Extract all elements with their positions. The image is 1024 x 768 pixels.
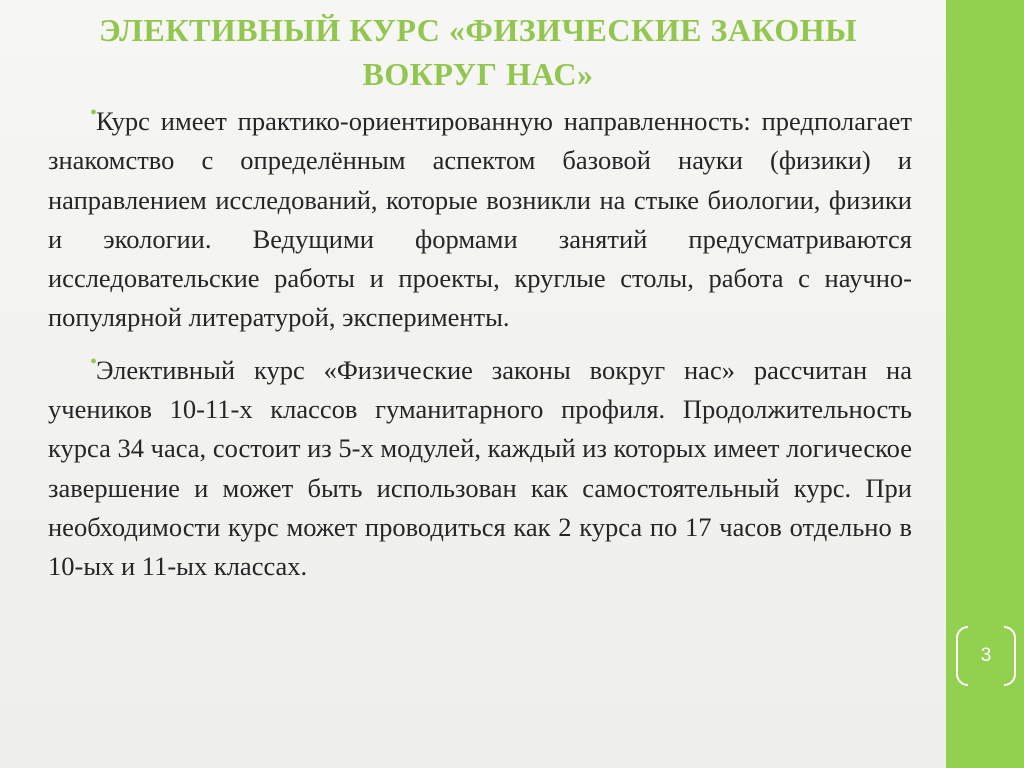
bullet-dot-icon: • <box>90 350 98 373</box>
paragraph-text: Курс имеет практико-ориентированную направленность: предполагает знакомство с определённым аспектом базовой науки (физики) и направлением исследований, которые возникли на стыке биологии, физики и экологии. Ведущими формами занятий предусматриваются исследовательские работы и проекты, круглые столы, работа с научно-популярной литературой, эксперименты. <box>48 106 912 333</box>
bullet-dot-icon: • <box>90 102 98 124</box>
slide-body <box>48 102 912 600</box>
page-number-badge <box>956 626 1016 688</box>
bullet-paragraph-2 <box>48 351 912 587</box>
bullet-paragraph-1 <box>48 102 912 338</box>
paragraph-text: Элективный курс «Физические законы вокруг нас» рассчитан на учеников 10-11-х классов гуманитарного профиля. Продолжительность курса 34 часа, состоит из 5-х модулей, каждый из которых имеет логическое завершение и может быть использован как самостоятельный курс. При необходимости курс может проводиться как 2 курса по 17 часов отдельно в 10-ых и 11-ых классах. <box>48 354 912 582</box>
slide-title: ЭЛЕКТИВНЫЙ КУРС «ФИЗИЧЕСКИЕ ЗАКОНЫ ВОКРУГ НАС» <box>98 12 858 92</box>
page-number: 3 <box>980 645 992 666</box>
